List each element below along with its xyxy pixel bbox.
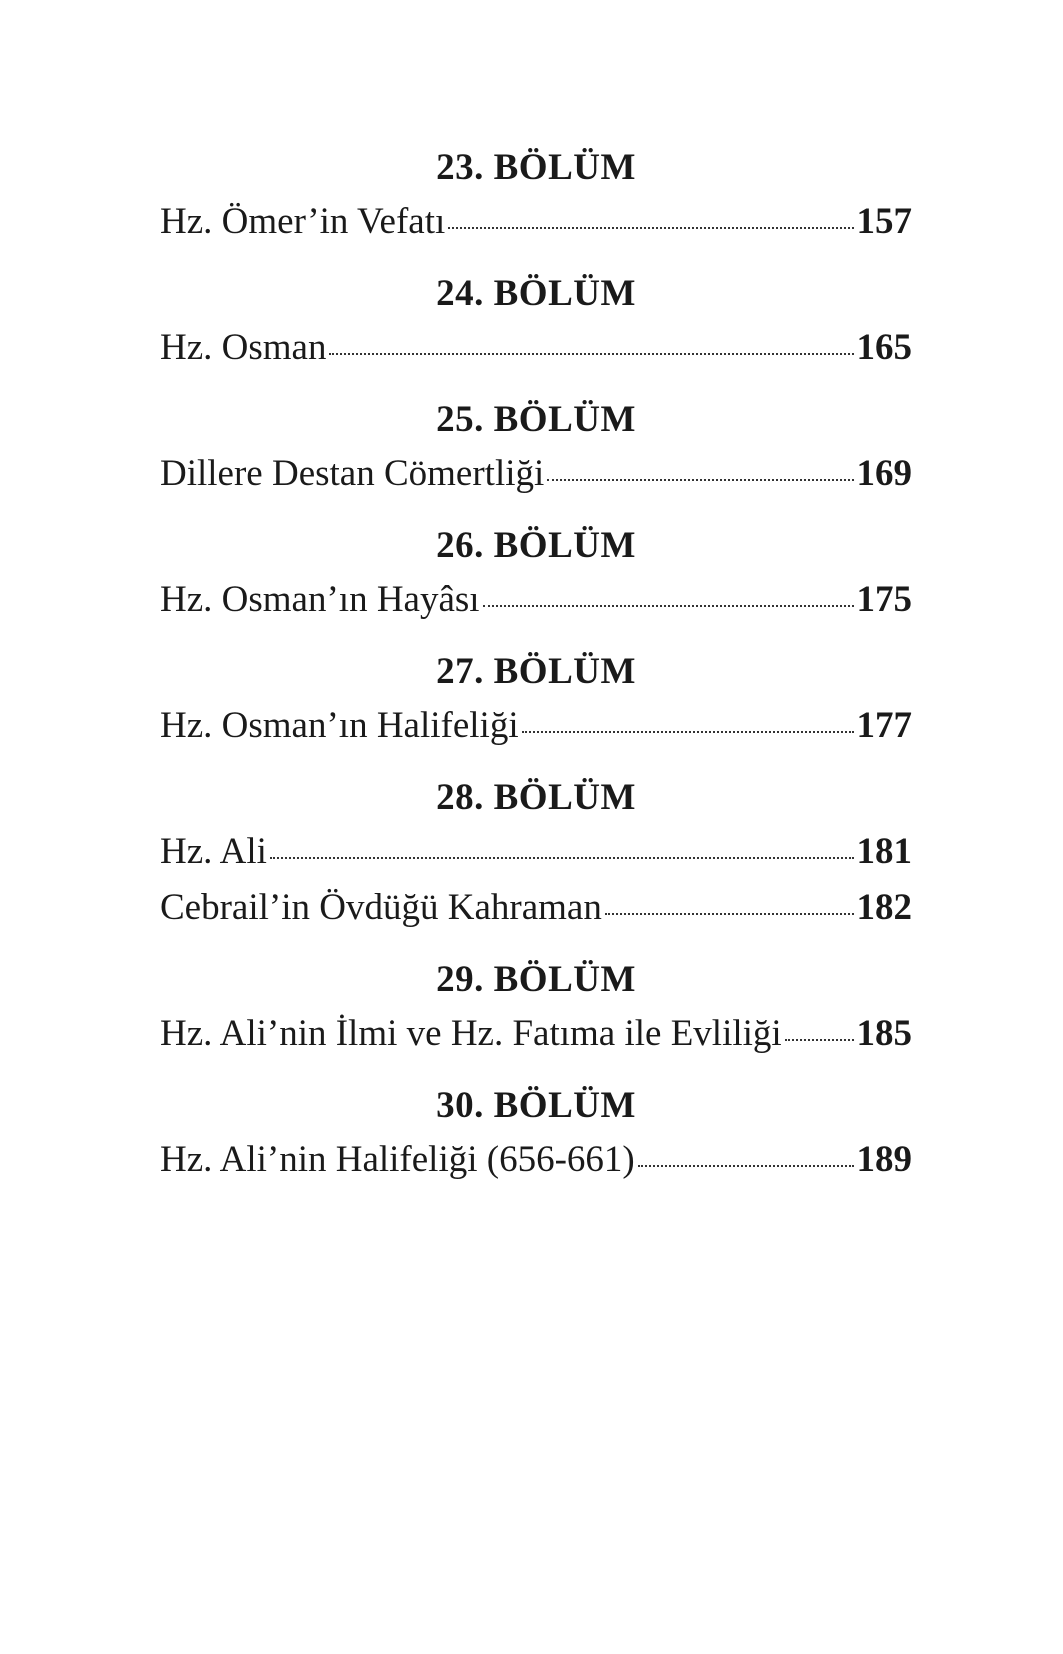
table-of-contents (160, 146, 912, 1183)
chapter-section (160, 1084, 912, 1183)
page-number: 157 (856, 201, 912, 242)
dot-leader (270, 857, 854, 859)
toc-entry[interactable] (160, 1137, 912, 1183)
page-number: 169 (856, 453, 912, 494)
page-number: 181 (856, 831, 912, 872)
chapter-section (160, 776, 912, 931)
toc-entry[interactable] (160, 829, 912, 875)
chapter-heading: 23. BÖLÜM (436, 147, 636, 188)
toc-entry[interactable] (160, 885, 912, 931)
entry-title: Hz. Osman (160, 327, 327, 368)
toc-entry[interactable] (160, 325, 912, 371)
dot-leader (448, 227, 853, 229)
page-number: 177 (856, 705, 912, 746)
entry-title: Dillere Destan Cömertliği (160, 453, 545, 494)
chapter-section (160, 146, 912, 245)
chapter-heading: 28. BÖLÜM (436, 777, 636, 818)
chapter-section (160, 524, 912, 623)
dot-leader (547, 479, 853, 481)
chapter-heading: 30. BÖLÜM (436, 1085, 636, 1126)
chapter-section (160, 650, 912, 749)
page-number: 175 (856, 579, 912, 620)
dot-leader (483, 605, 854, 607)
chapter-heading: 26. BÖLÜM (436, 525, 636, 566)
entry-title: Hz. Osman’ın Hayâsı (160, 579, 480, 620)
toc-entry[interactable] (160, 199, 912, 245)
entry-title: Hz. Ömer’in Vefatı (160, 201, 446, 242)
toc-entry[interactable] (160, 703, 912, 749)
dot-leader (605, 913, 854, 915)
toc-entry[interactable] (160, 1011, 912, 1057)
entry-title: Hz. Ali (160, 831, 267, 872)
entry-title: Cebrail’in Övdüğü Kahraman (160, 887, 602, 928)
dot-leader (522, 731, 854, 733)
chapter-section (160, 272, 912, 371)
dot-leader (785, 1039, 854, 1041)
toc-entry[interactable] (160, 451, 912, 497)
page-number: 182 (856, 887, 912, 928)
chapter-heading: 27. BÖLÜM (436, 651, 636, 692)
chapter-heading: 29. BÖLÜM (436, 959, 636, 1000)
page-number: 189 (856, 1139, 912, 1180)
entry-title: Hz. Ali’nin Halifeliği (656-661) (160, 1139, 635, 1180)
chapter-section (160, 958, 912, 1057)
page-number: 165 (856, 327, 912, 368)
chapter-heading: 25. BÖLÜM (436, 399, 636, 440)
chapter-heading: 24. BÖLÜM (436, 273, 636, 314)
toc-entry[interactable] (160, 577, 912, 623)
entry-title: Hz. Osman’ın Halifeliği (160, 705, 519, 746)
dot-leader (329, 353, 853, 355)
dot-leader (638, 1165, 854, 1167)
chapter-section (160, 398, 912, 497)
page-number: 185 (856, 1013, 912, 1054)
entry-title: Hz. Ali’nin İlmi ve Hz. Fatıma ile Evliliği (160, 1013, 782, 1054)
